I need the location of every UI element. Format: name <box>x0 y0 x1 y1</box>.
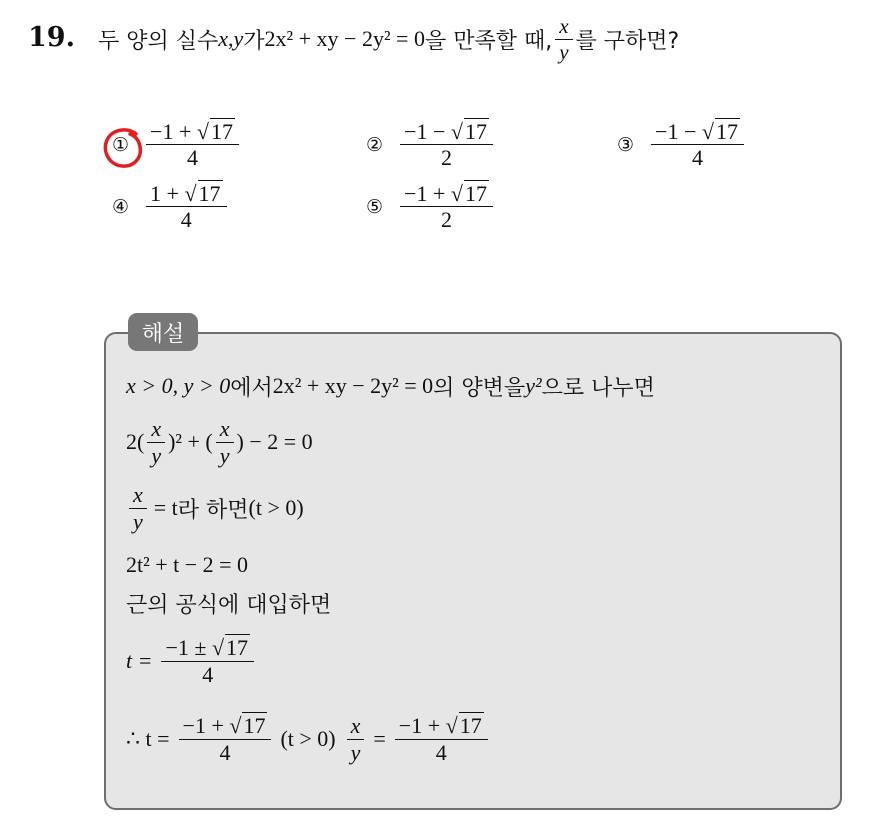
numerator-pre: 1 + <box>150 181 185 206</box>
numerator-pre: −1 − <box>655 119 702 144</box>
choice-5[interactable] <box>366 182 496 231</box>
denominator: 2 <box>441 207 452 233</box>
sqrt-sign: √ <box>450 181 463 206</box>
condition: (t > 0) <box>280 726 336 751</box>
equation: 2x² + xy − 2y² = 0 <box>272 373 434 398</box>
solution-tag: 해설 <box>128 313 198 351</box>
choice-fraction <box>146 182 227 231</box>
numerator-pre: −1 + <box>150 119 197 144</box>
denominator: 4 <box>692 145 703 171</box>
denominator: 4 <box>435 739 447 765</box>
question-equation: 2x² + xy − 2y² = 0 <box>264 26 425 51</box>
radicand: 17 <box>210 119 233 144</box>
fraction-x-over-y <box>147 417 165 466</box>
solution-line-3 <box>126 480 304 536</box>
quadratic-fraction <box>161 636 254 685</box>
var-x: x <box>218 26 229 51</box>
question-text-after: 을 만족할 때, <box>424 28 553 54</box>
answer-mark-icon <box>100 125 146 171</box>
denominator: 4 <box>180 207 192 233</box>
text: 의 양변을 <box>433 375 526 401</box>
numerator: x <box>147 417 165 442</box>
text: 라 하면 <box>177 497 249 523</box>
numerator-pre: −1 + <box>404 181 451 206</box>
question-text <box>98 6 679 72</box>
sqrt-sign: √ <box>701 119 714 144</box>
choice-fraction <box>651 120 744 169</box>
numerator: x <box>347 714 365 739</box>
solution-line-1 <box>126 368 655 404</box>
sqrt-sign: √ <box>229 713 242 739</box>
denominator: 4 <box>202 661 214 687</box>
fraction-x-over-y <box>347 714 365 763</box>
choice-3[interactable] <box>617 120 747 169</box>
expr: ) − 2 = 0 <box>236 429 313 454</box>
solution-line-5: 근의 공식에 대입하면 <box>126 592 332 618</box>
choice-label: ③ <box>617 133 635 156</box>
sqrt-sign: √ <box>445 713 458 739</box>
text: 에서 <box>230 375 273 401</box>
radicand: 17 <box>459 713 482 739</box>
question-fraction <box>555 15 572 62</box>
radicand: 17 <box>464 119 487 144</box>
denominator: 4 <box>219 739 231 765</box>
sqrt-sign: √ <box>211 635 225 661</box>
choice-2[interactable] <box>366 120 496 169</box>
numerator-pre: −1 + <box>398 713 446 739</box>
ga-particle: 가 <box>243 28 265 54</box>
expr: ∴ t = <box>126 726 170 751</box>
condition: (t > 0) <box>248 495 304 520</box>
choice-label: ④ <box>112 195 130 218</box>
answer-fraction <box>395 714 488 763</box>
numerator-pre: −1 ± <box>165 635 212 661</box>
denominator: y <box>151 442 162 468</box>
fraction-numerator: x <box>555 15 572 39</box>
choice-fraction <box>146 120 239 169</box>
fraction-x-over-y <box>216 417 234 466</box>
expr: = t <box>153 495 178 520</box>
numerator-pre: −1 + <box>182 713 230 739</box>
sqrt-sign: √ <box>450 119 463 144</box>
expr: )² + ( <box>168 429 213 454</box>
numerator: x <box>129 483 147 508</box>
result-fraction <box>179 714 272 763</box>
sqrt-sign: √ <box>184 181 197 206</box>
question-text-before: 두 양의 실수 <box>98 28 219 54</box>
denominator: y <box>133 508 143 534</box>
expr: 2( <box>126 429 145 454</box>
fraction-x-over-y <box>129 483 147 532</box>
sqrt-sign: √ <box>196 119 209 144</box>
denominator: 4 <box>187 145 198 171</box>
denominator: y <box>350 739 361 765</box>
comma: , <box>228 26 234 51</box>
choice-label: ⑤ <box>366 195 384 218</box>
denominator: 2 <box>441 145 452 171</box>
equals: = <box>373 726 386 751</box>
var-y: y <box>233 26 244 51</box>
radicand: 17 <box>243 713 266 739</box>
numerator-pre: −1 − <box>404 119 451 144</box>
denominator: y <box>219 442 230 468</box>
choice-4[interactable] <box>112 182 230 231</box>
text: 으로 나누면 <box>541 375 655 401</box>
question-number: 19. <box>28 22 75 53</box>
expr: t = <box>126 648 153 673</box>
choice-label: ① <box>112 133 130 156</box>
radicand: 17 <box>226 635 249 661</box>
choice-label: ② <box>366 133 384 156</box>
radicand: 17 <box>198 181 221 206</box>
numerator: x <box>216 417 234 442</box>
solution-line-6 <box>126 630 257 692</box>
choice-fraction <box>400 182 493 231</box>
solution-line-2 <box>126 414 313 470</box>
choice-fraction <box>400 120 493 169</box>
condition: x > 0, y > 0 <box>126 373 231 398</box>
solution-line-7 <box>126 708 491 770</box>
solution-line-4: 2t² + t − 2 = 0 <box>126 552 249 577</box>
radicand: 17 <box>715 119 738 144</box>
fraction-denominator: y <box>559 39 569 64</box>
y-squared: y² <box>525 373 542 398</box>
question-text-end: 를 구하면? <box>575 28 680 54</box>
radicand: 17 <box>464 181 487 206</box>
